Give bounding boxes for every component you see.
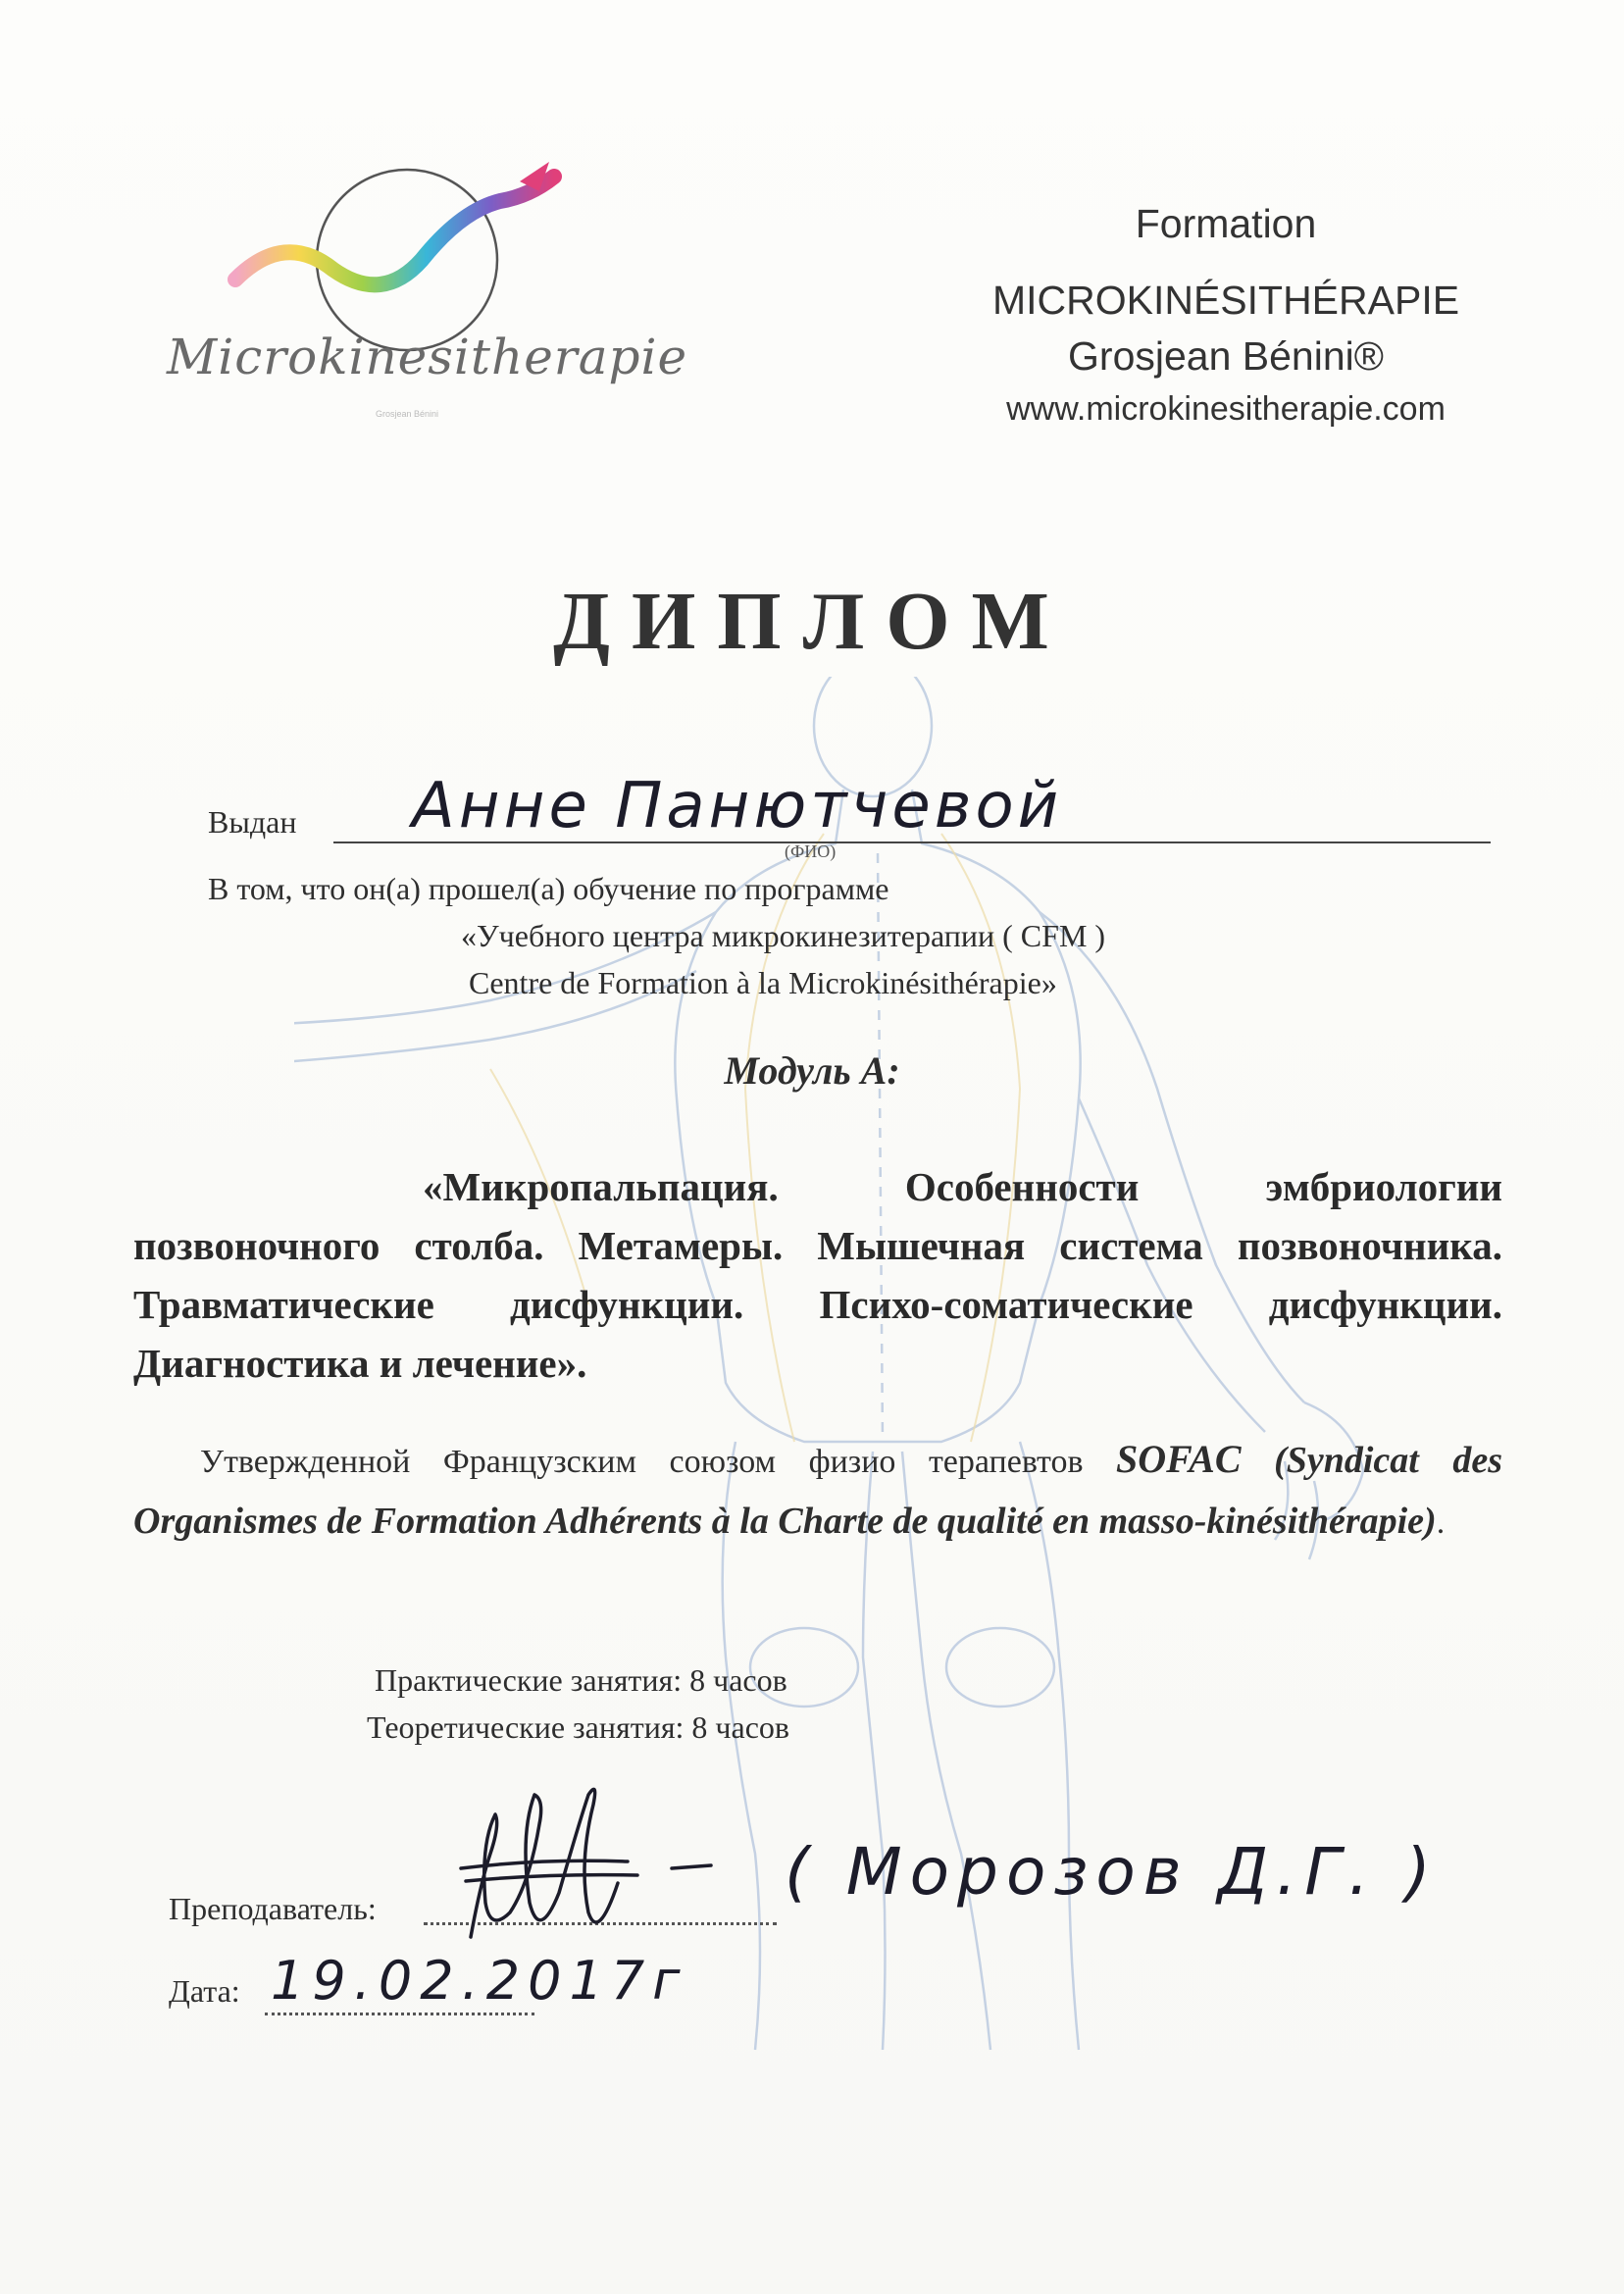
- recipient-name-handwritten: Анне Панютчевой: [412, 770, 1063, 842]
- logo-wordmark: Microkinesitherapie: [167, 329, 688, 385]
- approval-text: Утвержденной Французским союзом физио терапевтов: [200, 1444, 1084, 1480]
- program-line-2: «Учебного центра микрокинезитерапии ( CFM ): [461, 918, 1106, 953]
- date-label: Дата:: [169, 1973, 240, 2009]
- practical-hours: Практические занятия: 8 часов: [375, 1662, 787, 1698]
- diploma-title: ДИПЛОМ: [553, 576, 1071, 667]
- issued-label: Выдан: [208, 804, 297, 840]
- logo-circle-icon: [226, 142, 579, 358]
- teacher-name-handwritten: ( Морозов Д.Г. ): [785, 1834, 1439, 1910]
- org-website: www.microkinesitherapie.com: [1006, 390, 1446, 428]
- approval-period: .: [1436, 1504, 1446, 1541]
- teacher-signature: [451, 1765, 755, 1952]
- theoretical-hours: Теоретические занятия: 8 часов: [367, 1709, 790, 1745]
- teacher-label: Преподаватель:: [169, 1891, 377, 1926]
- logo-tagline: Grosjean Bénini: [375, 409, 439, 419]
- sofac-full-name: (Syndicat des Organismes de Formation Adhérents à la Charte de qualité en masso-kinésithérapie): [133, 1440, 1503, 1542]
- program-line-1: В том, что он(а) прошел(а) обучение по программе: [208, 871, 889, 906]
- module-heading: Модуль А:: [724, 1048, 900, 1093]
- program-line-3: Centre de Formation à la Microkinésithérapie»: [469, 965, 1057, 1000]
- module-topic: «Микропальпация. Особенности эмбриологии позвоночного столба. Метамеры. Мышечная система позвоночника. Травматические дисфункции. Психо-соматические дисфункции. Диагностика и лечение».: [133, 1164, 1502, 1386]
- org-line-founder: Grosjean Bénini®: [1068, 333, 1384, 379]
- sofac-abbr: SOFAC: [1116, 1437, 1242, 1481]
- approval-paragraph: [133, 1430, 1502, 1553]
- recipient-underline: [333, 841, 1491, 843]
- date-handwritten: 19.02.2017г: [271, 1950, 688, 2012]
- microkinesitherapie-logo: [167, 142, 688, 446]
- fio-caption: (ФИО): [785, 841, 837, 861]
- date-dotted-line: [265, 2013, 534, 2015]
- org-line-formation: Formation: [1135, 201, 1317, 246]
- org-line-name: MICROKINÉSITHÉRAPIE: [991, 278, 1460, 323]
